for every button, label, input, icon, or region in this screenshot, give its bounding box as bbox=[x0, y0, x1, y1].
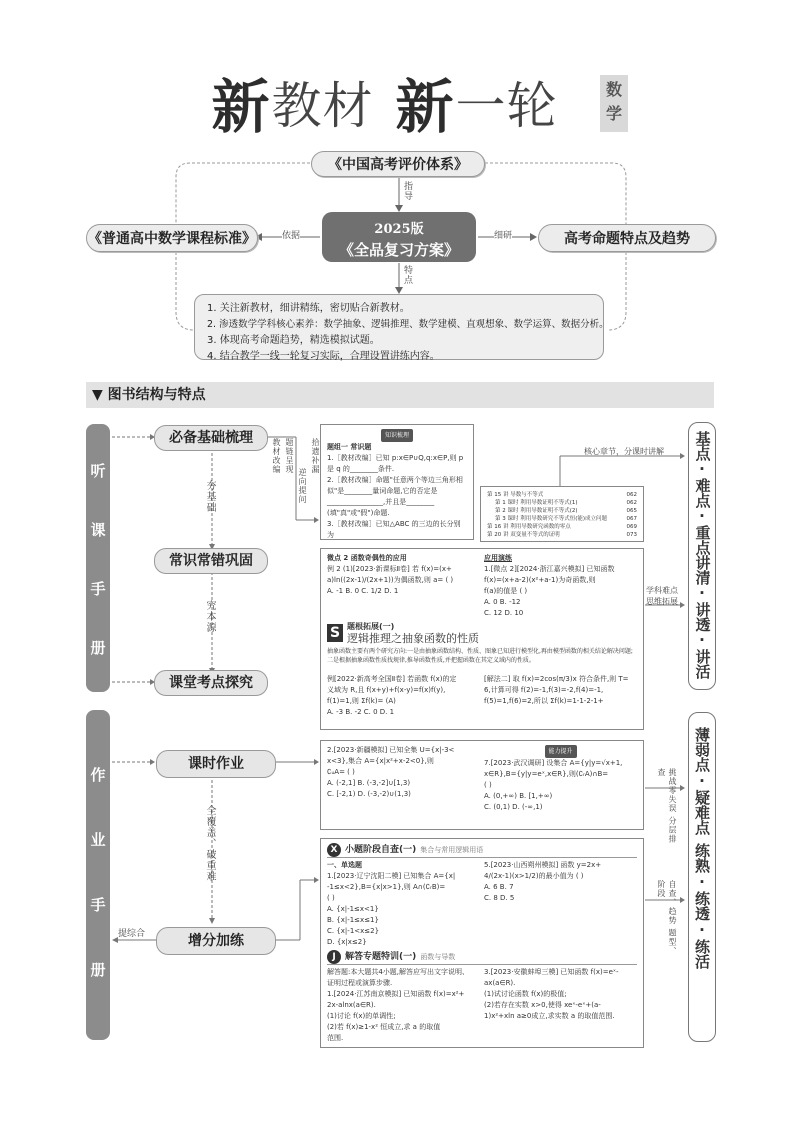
center-book-box bbox=[322, 212, 476, 262]
tab-char: 册 bbox=[90, 639, 106, 657]
toc-page: 073 bbox=[626, 532, 637, 538]
doc-extra-sample bbox=[320, 838, 644, 1048]
right-tab-text: · bbox=[699, 460, 705, 478]
doc-line: 3.［教材改编］已知△ABC 的三边的长分别为 bbox=[327, 520, 461, 539]
features-box bbox=[194, 294, 609, 362]
doc-line: ( ) bbox=[327, 894, 335, 902]
curriculum-standard-box: 《普通高中数学课程标准》 bbox=[86, 224, 258, 252]
self-check-note: 自查、趋势 题型、阶段 bbox=[657, 880, 677, 956]
between-source: 究本源 bbox=[204, 600, 215, 633]
doc-line: f(1)=1,则 Σf(k)= (A) bbox=[327, 697, 396, 705]
doc-line: 6,计算可得 f(2)=-1,f(3)=-2,f(4)=-1, bbox=[484, 686, 604, 694]
doc-line: 是 q 的________条件. bbox=[327, 465, 395, 473]
doc-line: x<3},集合 A={x|x²+x-2<0},则 bbox=[327, 757, 434, 765]
doc-tag: 能力提升 bbox=[545, 745, 577, 758]
listen-right-tab bbox=[688, 422, 716, 690]
note-textbook-adapt: 教材改编 bbox=[272, 438, 281, 474]
doc-knowledge-sample bbox=[320, 424, 474, 540]
doc-line: A. -3 B. -2 C. 0 D. 1 bbox=[327, 708, 395, 716]
topic-tag: 题根拓展(一) bbox=[347, 622, 395, 631]
toc-title: 第 1 课时 利用导数证明不等式(1) bbox=[495, 500, 578, 506]
doc-line: A. {x|-1≤x<1} bbox=[327, 905, 379, 913]
tab-char: 手 bbox=[90, 896, 106, 914]
right-tab-text: 练熟 bbox=[693, 843, 711, 873]
toc-title: 第 20 讲 双变量不等式的证明 bbox=[487, 532, 560, 538]
doc-line: 一、单选题 bbox=[327, 861, 362, 869]
right-tab-text: 重点 bbox=[693, 525, 712, 555]
between-foundation: 夯基础 bbox=[204, 480, 215, 513]
doc-homework-sample bbox=[320, 740, 644, 830]
right-tab-text: · bbox=[699, 631, 705, 649]
note-fill-gap: 拾遗补漏 bbox=[311, 438, 320, 474]
homework-right-tab bbox=[688, 712, 716, 1042]
tab-char: 手 bbox=[90, 580, 106, 598]
doc-contents-sample bbox=[480, 486, 644, 542]
tab-char: 业 bbox=[90, 831, 106, 849]
right-tab-text: · bbox=[699, 507, 705, 525]
doc-line: 1)x²+xln a≥0成立,求实数 a 的取值范围. bbox=[484, 1012, 615, 1020]
doc-line: 2.[2023·新疆模拟] 已知全集 U={x|-3< bbox=[327, 746, 455, 754]
note-chain: 题链呈现 bbox=[285, 438, 294, 474]
doc-line: A. 0 B. -12 bbox=[484, 598, 521, 606]
title-rest-1: 教材 bbox=[271, 77, 374, 135]
toc-title: 第 2 课时 利用导数证明不等式(2) bbox=[495, 508, 578, 514]
doc-line: (2)若存在实数 x>0,使得 xeˣ-eˣ+(a- bbox=[484, 1001, 601, 1009]
section-sub: 集合与常用逻辑用语 bbox=[420, 845, 484, 854]
feature-label: 特点 bbox=[402, 265, 412, 285]
doc-line: C. 8 D. 5 bbox=[484, 894, 515, 902]
doc-line: a)ln((2x-1)/(2x+1))为偶函数,则 a= ( ) bbox=[327, 576, 454, 584]
doc-line: (1)试讨论函数 f(x)的极值; bbox=[484, 990, 567, 998]
doc-line: [解法二] 取 f(x)=2cos(π/3)x 符合条件,则 T= bbox=[484, 675, 629, 683]
doc-line: ________________,并且是________ bbox=[327, 498, 435, 506]
between-coverage: 全覆盖、破重难 bbox=[204, 805, 215, 882]
doc-heading: 题组一 常识题 bbox=[327, 443, 372, 451]
doc-line: ( ) bbox=[484, 781, 492, 789]
doc-line: 7.[2023·武汉调研] 设集合 A={y|y=√x+1, bbox=[484, 759, 623, 767]
feature-item: 4. 结合教学一线一轮复习实际，合理设置讲练内容。 bbox=[207, 351, 440, 362]
doc-line: C. {x|-1<x≤2} bbox=[327, 927, 380, 935]
topic-title: 逻辑推理之抽象函数的性质 bbox=[347, 632, 479, 645]
doc-line: 1.[2024·江苏南京模拟] 已知函数 f(x)=x²+ bbox=[327, 990, 465, 998]
right-tab-text: · bbox=[699, 772, 705, 790]
node-extra-practice: 增分加练 bbox=[156, 927, 276, 955]
doc-line: (填"真"或"假")命题. bbox=[327, 509, 390, 517]
doc-class-sample bbox=[320, 548, 644, 730]
right-tab-text: · bbox=[699, 921, 705, 939]
section-sub: 函数与导数 bbox=[420, 952, 456, 961]
tab-char: 课 bbox=[90, 521, 106, 539]
exam-trend-box: 高考命题特点及趋势 bbox=[538, 224, 716, 252]
right-tab-text: 难点 bbox=[693, 478, 712, 508]
section-head: 小题阶段自查(一) bbox=[345, 844, 417, 855]
doc-tag: 知识梳理 bbox=[381, 429, 413, 442]
doc-line: ax(a∈R). bbox=[484, 979, 516, 987]
right-tab-text: 讲透 bbox=[693, 602, 712, 632]
right-tab-text: 基点 bbox=[693, 431, 712, 461]
core-chapters-note: 核心章节，分课时讲解 bbox=[584, 447, 664, 456]
title-big-2: 新 bbox=[395, 73, 456, 141]
center-year: 2025版 bbox=[374, 222, 424, 237]
toc-page: 067 bbox=[626, 516, 637, 522]
title-rest-2: 一轮 bbox=[455, 77, 558, 135]
doc-line: 2x-alnx(a∈R). bbox=[327, 1001, 376, 1009]
basis-label: 依据 bbox=[282, 228, 300, 241]
toc-page: 062 bbox=[626, 500, 637, 506]
doc-line: 例[2022·新高考全国Ⅱ卷] 若函数 f(x)的定 bbox=[327, 675, 457, 683]
doc-line: 似"是________量词命题,它的否定是 bbox=[327, 487, 438, 495]
center-name: 《全品复习方案》 bbox=[338, 241, 459, 259]
doc-line: ∁ᵤA= ( ) bbox=[327, 768, 355, 776]
doc-line: f(5)=1,f(6)=2,所以 Σf(k)=1-1-2-1+ bbox=[484, 697, 604, 705]
s-logo: S bbox=[327, 624, 343, 642]
node-class-explore: 课堂考点探究 bbox=[154, 670, 268, 696]
homework-manual-tab bbox=[86, 710, 110, 1040]
doc-line: 1.[2023·辽宁沈阳二模] 已知集合 A={x| bbox=[327, 872, 456, 880]
tab-char: 册 bbox=[90, 961, 106, 979]
toc-page: 065 bbox=[626, 508, 637, 514]
doc-line: 4/(2x-1)(x>1/2)的最小值为 ( ) bbox=[484, 872, 584, 880]
doc-line: 5.[2023·山西朔州模拟] 函数 y=2x+ bbox=[484, 861, 602, 869]
section-title: ▼ 图书结构与特点 bbox=[86, 382, 714, 408]
doc-line: A. (-2,1] B. (-3,-2]∪[1,3) bbox=[327, 779, 411, 787]
doc-line: 例 2 (1)[2023·新课标Ⅱ卷] 若 f(x)=(x+ bbox=[327, 565, 452, 573]
comprehensive-label: 提综合 bbox=[118, 929, 146, 939]
feature-item: 1. 关注新教材，细讲精练，密切贴合新教材。 bbox=[207, 303, 410, 314]
right-tab-text: 薄弱点 bbox=[693, 727, 711, 772]
right-tab-text: 练活 bbox=[693, 939, 711, 969]
doc-line: A. (0,+∞) B. [1,+∞) bbox=[484, 792, 553, 800]
doc-line: f(a)的值是 ( ) bbox=[484, 587, 528, 595]
doc-line: D. {x|x≤2} bbox=[327, 938, 367, 946]
doc-line: C. (0,1) D. (-∞,1) bbox=[484, 803, 543, 811]
doc-line: 1.[微点 2][2024·浙江嘉兴模拟] 已知函数 bbox=[484, 565, 615, 573]
doc3-right-tag: 应用演练 bbox=[484, 554, 513, 562]
subject-difficulty-note: 学科难点思维拓展 bbox=[646, 586, 678, 606]
tab-char: 作 bbox=[90, 766, 106, 784]
doc-line: -1≤x<2},B={x|x>1},则 A∩(∁ᵣB)= bbox=[327, 883, 446, 891]
doc-line: (1)讨论 f(x)的单调性; bbox=[327, 1012, 396, 1020]
right-tab-text: 疑难点 bbox=[693, 790, 711, 835]
right-tab-text: 讲活 bbox=[693, 649, 712, 679]
note-reverse: 逆向提问 bbox=[298, 468, 307, 504]
tiered-note: 挑战零失误 分层排查 bbox=[657, 768, 677, 844]
guide-label: 指导 bbox=[402, 181, 412, 201]
doc-line: 3.[2023·安徽蚌埠三模] 已知函数 f(x)=eˣ- bbox=[484, 968, 619, 976]
node-basic-review: 必备基础梳理 bbox=[154, 425, 268, 451]
doc-line: 解答题:本大题共4小题,解答应写出文字说明、证明过程或演算步骤. bbox=[327, 968, 470, 987]
node-common-errors: 常识常错巩固 bbox=[154, 548, 268, 574]
side-notes bbox=[271, 438, 321, 538]
node-lesson-homework: 课时作业 bbox=[156, 750, 276, 778]
toc-title: 第 3 课时 利用导数研究不等式恒(能)成立问题 bbox=[495, 516, 608, 522]
study-label: 细研 bbox=[494, 228, 512, 241]
section-head: 解答专题特训(一) bbox=[345, 951, 417, 962]
feature-item: 3. 体现高考命题趋势，精选模拟试题。 bbox=[207, 335, 380, 346]
right-tab-text: · bbox=[699, 873, 705, 891]
doc-line: B. {x|-1≤x≤1} bbox=[327, 916, 379, 924]
feature-item: 2. 渗透数学学科核心素养：数学抽象、逻辑推理、数学建模、直观想象、数学运算、数据分析。 bbox=[207, 319, 609, 330]
doc-line: 2.［教材改编］命题"任意两个等边三角形相 bbox=[327, 476, 463, 484]
doc-line: 范围. bbox=[327, 1034, 344, 1042]
doc-line: (2)若 f(x)≥1-x² 恒成立,求 a 的取值 bbox=[327, 1023, 441, 1031]
doc-line: A. 6 B. 7 bbox=[484, 883, 514, 891]
toc-title: 第 16 讲 利用导数研究函数的零点 bbox=[487, 524, 571, 530]
toc-page: 069 bbox=[626, 524, 637, 530]
right-tab-text: · bbox=[699, 584, 705, 602]
toc-page: 062 bbox=[626, 492, 637, 498]
doc-line: A. -1 B. 0 C. 1/2 D. 1 bbox=[327, 587, 399, 595]
subject-badge: 数学 bbox=[600, 75, 628, 132]
right-tab-text: 练透 bbox=[693, 891, 711, 921]
toc-title: 第 15 讲 导数与不等式 bbox=[487, 492, 544, 498]
doc3-left-heading: 微点 2 函数奇偶性的应用 bbox=[327, 554, 407, 562]
x-logo: X bbox=[327, 843, 341, 857]
title-big-1: 新 bbox=[211, 73, 272, 141]
doc-line: C. 12 D. 10 bbox=[484, 609, 524, 617]
source-evaluation-system: 《中国高考评价体系》 bbox=[311, 151, 485, 177]
topic-paragraph: 抽象函数主要有两个研究方向:一是由抽象函数结构、性质、图象已知进行模型化,再由模型函数的相关结论解决问题;二是根据抽象函数性质找规律,推导函数性质,并把握函数在其定义域内的性质。 bbox=[327, 648, 633, 664]
tab-char: 听 bbox=[90, 462, 106, 480]
doc-line: 义域为 R,且 f(x+y)+f(x-y)=f(x)f(y), bbox=[327, 686, 446, 694]
doc-line: x∈R},B={y|y=eˣ,x∈R},则(∁ᵣA)∩B= bbox=[484, 770, 609, 778]
j-logo: J bbox=[327, 950, 341, 964]
doc-line: C. [-2,1) D. (-3,-2)∪(1,3) bbox=[327, 790, 411, 798]
right-tab-text: 讲清 bbox=[693, 555, 712, 585]
doc-line: f(x)=(x+a-2)(x²+a-1)为奇函数,则 bbox=[484, 576, 596, 584]
doc-line: 1.［教材改编］已知 p:x∈P∪Q,q:x∈P,则 p bbox=[327, 454, 464, 462]
